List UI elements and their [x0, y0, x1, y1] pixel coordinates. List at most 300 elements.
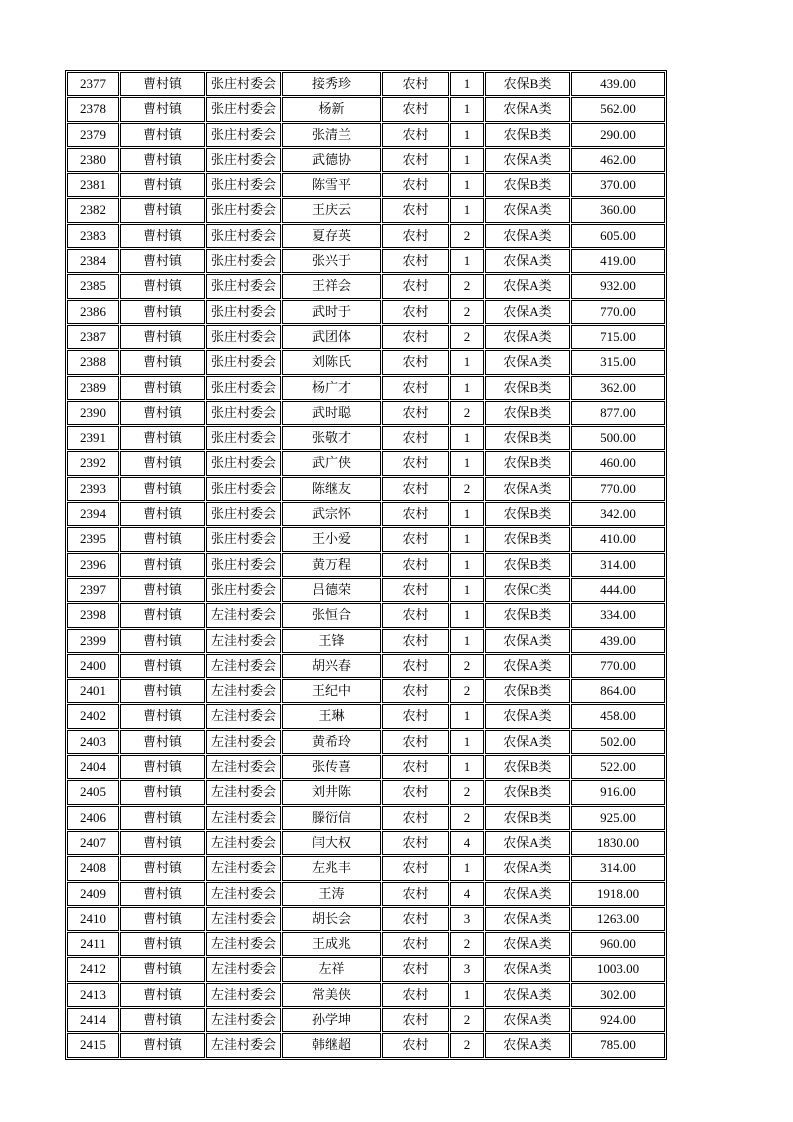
- cell-town: 曹村镇: [120, 907, 205, 931]
- cell-village: 张庄村委会: [206, 477, 281, 501]
- cell-name: 王庆云: [282, 198, 381, 222]
- cell-amount: 360.00: [571, 198, 665, 222]
- cell-count: 1: [450, 173, 484, 197]
- cell-town: 曹村镇: [120, 831, 205, 855]
- cell-seq: 2401: [67, 679, 119, 703]
- cell-village: 左洼村委会: [206, 806, 281, 830]
- cell-category: 农村: [382, 882, 449, 906]
- cell-amount: 1830.00: [571, 831, 665, 855]
- cell-category: 农村: [382, 629, 449, 653]
- cell-insurance-type: 农保A类: [485, 1008, 570, 1032]
- cell-amount: 1263.00: [571, 907, 665, 931]
- cell-insurance-type: 农保A类: [485, 730, 570, 754]
- cell-name: 王琳: [282, 704, 381, 728]
- cell-insurance-type: 农保A类: [485, 198, 570, 222]
- cell-town: 曹村镇: [120, 350, 205, 374]
- cell-name: 张兴于: [282, 249, 381, 273]
- cell-count: 1: [450, 603, 484, 627]
- cell-category: 农村: [382, 907, 449, 931]
- table-row: [67, 603, 665, 627]
- cell-village: 张庄村委会: [206, 426, 281, 450]
- cell-name: 杨广才: [282, 376, 381, 400]
- cell-amount: 302.00: [571, 983, 665, 1007]
- cell-seq: 2411: [67, 932, 119, 956]
- cell-town: 曹村镇: [120, 629, 205, 653]
- cell-insurance-type: 农保B类: [485, 123, 570, 147]
- cell-village: 张庄村委会: [206, 274, 281, 298]
- cell-seq: 2400: [67, 654, 119, 678]
- cell-seq: 2387: [67, 325, 119, 349]
- cell-name: 滕衍信: [282, 806, 381, 830]
- cell-name: 陈继友: [282, 477, 381, 501]
- cell-insurance-type: 农保A类: [485, 882, 570, 906]
- cell-seq: 2406: [67, 806, 119, 830]
- cell-seq: 2386: [67, 300, 119, 324]
- cell-count: 2: [450, 1008, 484, 1032]
- cell-insurance-type: 农保A类: [485, 907, 570, 931]
- cell-seq: 2407: [67, 831, 119, 855]
- cell-count: 2: [450, 224, 484, 248]
- cell-category: 农村: [382, 1033, 449, 1057]
- cell-count: 2: [450, 780, 484, 804]
- cell-seq: 2399: [67, 629, 119, 653]
- cell-name: 刘陈氏: [282, 350, 381, 374]
- cell-town: 曹村镇: [120, 426, 205, 450]
- cell-seq: 2404: [67, 755, 119, 779]
- cell-seq: 2410: [67, 907, 119, 931]
- cell-amount: 1918.00: [571, 882, 665, 906]
- cell-insurance-type: 农保A类: [485, 300, 570, 324]
- cell-count: 1: [450, 376, 484, 400]
- cell-count: 1: [450, 123, 484, 147]
- table-row: [67, 831, 665, 855]
- cell-category: 农村: [382, 553, 449, 577]
- cell-category: 农村: [382, 527, 449, 551]
- cell-name: 武德协: [282, 148, 381, 172]
- cell-seq: 2384: [67, 249, 119, 273]
- cell-amount: 522.00: [571, 755, 665, 779]
- cell-village: 左洼村委会: [206, 1033, 281, 1057]
- cell-town: 曹村镇: [120, 123, 205, 147]
- cell-town: 曹村镇: [120, 1008, 205, 1032]
- cell-village: 张庄村委会: [206, 249, 281, 273]
- cell-category: 农村: [382, 578, 449, 602]
- cell-insurance-type: 农保A类: [485, 654, 570, 678]
- cell-village: 张庄村委会: [206, 123, 281, 147]
- cell-town: 曹村镇: [120, 1033, 205, 1057]
- table-row: [67, 882, 665, 906]
- cell-village: 张庄村委会: [206, 578, 281, 602]
- cell-seq: 2409: [67, 882, 119, 906]
- cell-category: 农村: [382, 477, 449, 501]
- cell-category: 农村: [382, 376, 449, 400]
- cell-village: 左洼村委会: [206, 679, 281, 703]
- cell-insurance-type: 农保A类: [485, 831, 570, 855]
- cell-village: 左洼村委会: [206, 1008, 281, 1032]
- cell-village: 左洼村委会: [206, 907, 281, 931]
- cell-name: 武广侠: [282, 451, 381, 475]
- cell-name: 胡兴春: [282, 654, 381, 678]
- cell-amount: 770.00: [571, 477, 665, 501]
- cell-amount: 785.00: [571, 1033, 665, 1057]
- cell-town: 曹村镇: [120, 451, 205, 475]
- cell-count: 1: [450, 148, 484, 172]
- cell-insurance-type: 农保B类: [485, 401, 570, 425]
- cell-village: 张庄村委会: [206, 451, 281, 475]
- cell-count: 1: [450, 72, 484, 96]
- cell-insurance-type: 农保B类: [485, 376, 570, 400]
- cell-insurance-type: 农保B类: [485, 527, 570, 551]
- cell-count: 3: [450, 907, 484, 931]
- table-row: [67, 856, 665, 880]
- cell-category: 农村: [382, 97, 449, 121]
- cell-count: 1: [450, 350, 484, 374]
- cell-count: 2: [450, 679, 484, 703]
- cell-count: 1: [450, 856, 484, 880]
- cell-insurance-type: 农保A类: [485, 983, 570, 1007]
- cell-town: 曹村镇: [120, 856, 205, 880]
- cell-town: 曹村镇: [120, 527, 205, 551]
- cell-name: 韩继超: [282, 1033, 381, 1057]
- cell-town: 曹村镇: [120, 477, 205, 501]
- cell-town: 曹村镇: [120, 502, 205, 526]
- table-row: [67, 502, 665, 526]
- cell-category: 农村: [382, 401, 449, 425]
- cell-insurance-type: 农保B类: [485, 553, 570, 577]
- table-row: [67, 629, 665, 653]
- table-row: [67, 249, 665, 273]
- cell-village: 张庄村委会: [206, 198, 281, 222]
- cell-category: 农村: [382, 173, 449, 197]
- cell-count: 1: [450, 249, 484, 273]
- cell-insurance-type: 农保A类: [485, 325, 570, 349]
- cell-name: 左祥: [282, 957, 381, 981]
- cell-amount: 334.00: [571, 603, 665, 627]
- cell-insurance-type: 农保B类: [485, 603, 570, 627]
- cell-seq: 2413: [67, 983, 119, 1007]
- cell-seq: 2405: [67, 780, 119, 804]
- cell-category: 农村: [382, 730, 449, 754]
- cell-count: 1: [450, 198, 484, 222]
- cell-name: 张恒合: [282, 603, 381, 627]
- cell-category: 农村: [382, 806, 449, 830]
- table-row: [67, 350, 665, 374]
- table-row: [67, 957, 665, 981]
- cell-name: 王涛: [282, 882, 381, 906]
- cell-seq: 2377: [67, 72, 119, 96]
- cell-village: 张庄村委会: [206, 173, 281, 197]
- cell-amount: 342.00: [571, 502, 665, 526]
- table-row: [67, 527, 665, 551]
- table-row: [67, 578, 665, 602]
- table-row: [67, 907, 665, 931]
- table-row: [67, 173, 665, 197]
- cell-village: 张庄村委会: [206, 97, 281, 121]
- table-row: [67, 123, 665, 147]
- cell-amount: 877.00: [571, 401, 665, 425]
- cell-village: 左洼村委会: [206, 755, 281, 779]
- cell-amount: 410.00: [571, 527, 665, 551]
- cell-amount: 458.00: [571, 704, 665, 728]
- cell-village: 张庄村委会: [206, 350, 281, 374]
- cell-name: 刘井陈: [282, 780, 381, 804]
- table-row: [67, 806, 665, 830]
- cell-village: 张庄村委会: [206, 553, 281, 577]
- cell-name: 闫大权: [282, 831, 381, 855]
- cell-town: 曹村镇: [120, 654, 205, 678]
- cell-name: 孙学坤: [282, 1008, 381, 1032]
- cell-town: 曹村镇: [120, 72, 205, 96]
- cell-category: 农村: [382, 957, 449, 981]
- cell-name: 王成兆: [282, 932, 381, 956]
- cell-amount: 562.00: [571, 97, 665, 121]
- cell-seq: 2403: [67, 730, 119, 754]
- cell-village: 张庄村委会: [206, 300, 281, 324]
- cell-seq: 2379: [67, 123, 119, 147]
- cell-amount: 314.00: [571, 856, 665, 880]
- cell-name: 夏存英: [282, 224, 381, 248]
- cell-name: 武宗怀: [282, 502, 381, 526]
- cell-name: 吕德荣: [282, 578, 381, 602]
- cell-seq: 2382: [67, 198, 119, 222]
- cell-count: 2: [450, 654, 484, 678]
- cell-seq: 2392: [67, 451, 119, 475]
- cell-amount: 960.00: [571, 932, 665, 956]
- cell-insurance-type: 农保B类: [485, 173, 570, 197]
- cell-town: 曹村镇: [120, 957, 205, 981]
- cell-seq: 2378: [67, 97, 119, 121]
- cell-name: 王纪中: [282, 679, 381, 703]
- cell-village: 张庄村委会: [206, 72, 281, 96]
- cell-category: 农村: [382, 274, 449, 298]
- table-row: [67, 704, 665, 728]
- cell-category: 农村: [382, 932, 449, 956]
- cell-category: 农村: [382, 350, 449, 374]
- table-row: [67, 300, 665, 324]
- cell-category: 农村: [382, 831, 449, 855]
- table-row: [67, 224, 665, 248]
- cell-name: 王小爱: [282, 527, 381, 551]
- table-row: [67, 1033, 665, 1057]
- cell-insurance-type: 农保A类: [485, 224, 570, 248]
- cell-village: 左洼村委会: [206, 882, 281, 906]
- cell-name: 张敬才: [282, 426, 381, 450]
- cell-amount: 460.00: [571, 451, 665, 475]
- cell-insurance-type: 农保B类: [485, 806, 570, 830]
- cell-seq: 2398: [67, 603, 119, 627]
- cell-name: 左兆丰: [282, 856, 381, 880]
- cell-name: 武时聪: [282, 401, 381, 425]
- cell-insurance-type: 农保A类: [485, 932, 570, 956]
- table-row: [67, 553, 665, 577]
- cell-count: 2: [450, 1033, 484, 1057]
- cell-count: 1: [450, 629, 484, 653]
- cell-town: 曹村镇: [120, 224, 205, 248]
- table-row: [67, 983, 665, 1007]
- cell-category: 农村: [382, 755, 449, 779]
- cell-insurance-type: 农保B类: [485, 755, 570, 779]
- cell-insurance-type: 农保A类: [485, 856, 570, 880]
- cell-village: 左洼村委会: [206, 704, 281, 728]
- table-row: [67, 198, 665, 222]
- cell-amount: 715.00: [571, 325, 665, 349]
- cell-town: 曹村镇: [120, 376, 205, 400]
- cell-amount: 864.00: [571, 679, 665, 703]
- cell-count: 2: [450, 806, 484, 830]
- cell-amount: 925.00: [571, 806, 665, 830]
- table-row: [67, 426, 665, 450]
- cell-seq: 2393: [67, 477, 119, 501]
- cell-count: 1: [450, 983, 484, 1007]
- cell-amount: 315.00: [571, 350, 665, 374]
- table-row: [67, 72, 665, 96]
- cell-village: 张庄村委会: [206, 376, 281, 400]
- table-body: [67, 72, 665, 1058]
- cell-seq: 2402: [67, 704, 119, 728]
- cell-count: 1: [450, 97, 484, 121]
- cell-name: 黄希玲: [282, 730, 381, 754]
- cell-town: 曹村镇: [120, 198, 205, 222]
- cell-village: 左洼村委会: [206, 654, 281, 678]
- table-row: [67, 780, 665, 804]
- cell-town: 曹村镇: [120, 755, 205, 779]
- cell-insurance-type: 农保A类: [485, 350, 570, 374]
- cell-village: 左洼村委会: [206, 730, 281, 754]
- table-row: [67, 679, 665, 703]
- cell-category: 农村: [382, 148, 449, 172]
- cell-category: 农村: [382, 780, 449, 804]
- cell-count: 2: [450, 274, 484, 298]
- table-row: [67, 654, 665, 678]
- cell-amount: 439.00: [571, 72, 665, 96]
- cell-town: 曹村镇: [120, 704, 205, 728]
- cell-category: 农村: [382, 679, 449, 703]
- cell-seq: 2381: [67, 173, 119, 197]
- cell-town: 曹村镇: [120, 173, 205, 197]
- cell-count: 4: [450, 831, 484, 855]
- cell-village: 张庄村委会: [206, 527, 281, 551]
- cell-seq: 2408: [67, 856, 119, 880]
- cell-amount: 290.00: [571, 123, 665, 147]
- cell-count: 1: [450, 426, 484, 450]
- cell-category: 农村: [382, 451, 449, 475]
- cell-town: 曹村镇: [120, 249, 205, 273]
- table-row: [67, 274, 665, 298]
- cell-amount: 314.00: [571, 553, 665, 577]
- cell-count: 2: [450, 300, 484, 324]
- cell-town: 曹村镇: [120, 679, 205, 703]
- cell-village: 左洼村委会: [206, 603, 281, 627]
- cell-name: 常美侠: [282, 983, 381, 1007]
- cell-town: 曹村镇: [120, 148, 205, 172]
- cell-amount: 362.00: [571, 376, 665, 400]
- cell-seq: 2394: [67, 502, 119, 526]
- table-row: [67, 477, 665, 501]
- cell-amount: 605.00: [571, 224, 665, 248]
- cell-town: 曹村镇: [120, 730, 205, 754]
- cell-seq: 2388: [67, 350, 119, 374]
- cell-insurance-type: 农保A类: [485, 477, 570, 501]
- cell-count: 1: [450, 527, 484, 551]
- cell-seq: 2389: [67, 376, 119, 400]
- cell-category: 农村: [382, 224, 449, 248]
- cell-village: 张庄村委会: [206, 224, 281, 248]
- cell-insurance-type: 农保B类: [485, 679, 570, 703]
- cell-village: 张庄村委会: [206, 502, 281, 526]
- table-row: [67, 755, 665, 779]
- cell-town: 曹村镇: [120, 578, 205, 602]
- cell-village: 左洼村委会: [206, 831, 281, 855]
- cell-category: 农村: [382, 983, 449, 1007]
- cell-count: 2: [450, 401, 484, 425]
- cell-town: 曹村镇: [120, 325, 205, 349]
- table-row: [67, 451, 665, 475]
- cell-count: 2: [450, 477, 484, 501]
- cell-amount: 444.00: [571, 578, 665, 602]
- table-row: [67, 1008, 665, 1032]
- cell-count: 3: [450, 957, 484, 981]
- cell-town: 曹村镇: [120, 553, 205, 577]
- cell-count: 1: [450, 553, 484, 577]
- cell-category: 农村: [382, 654, 449, 678]
- cell-seq: 2383: [67, 224, 119, 248]
- cell-seq: 2395: [67, 527, 119, 551]
- cell-amount: 1003.00: [571, 957, 665, 981]
- cell-town: 曹村镇: [120, 97, 205, 121]
- cell-amount: 932.00: [571, 274, 665, 298]
- cell-category: 农村: [382, 249, 449, 273]
- cell-name: 陈雪平: [282, 173, 381, 197]
- cell-village: 张庄村委会: [206, 148, 281, 172]
- cell-count: 1: [450, 451, 484, 475]
- table-row: [67, 932, 665, 956]
- cell-amount: 439.00: [571, 629, 665, 653]
- cell-town: 曹村镇: [120, 780, 205, 804]
- cell-seq: 2385: [67, 274, 119, 298]
- cell-village: 左洼村委会: [206, 983, 281, 1007]
- cell-village: 左洼村委会: [206, 932, 281, 956]
- cell-count: 4: [450, 882, 484, 906]
- cell-insurance-type: 农保A类: [485, 1033, 570, 1057]
- cell-count: 2: [450, 932, 484, 956]
- cell-amount: 502.00: [571, 730, 665, 754]
- cell-name: 黄万程: [282, 553, 381, 577]
- cell-insurance-type: 农保B类: [485, 426, 570, 450]
- cell-town: 曹村镇: [120, 603, 205, 627]
- cell-amount: 770.00: [571, 300, 665, 324]
- cell-insurance-type: 农保A类: [485, 957, 570, 981]
- table-row: [67, 730, 665, 754]
- cell-category: 农村: [382, 198, 449, 222]
- cell-name: 武团体: [282, 325, 381, 349]
- table-row: [67, 325, 665, 349]
- records-table: [65, 70, 667, 1060]
- cell-amount: 370.00: [571, 173, 665, 197]
- cell-category: 农村: [382, 325, 449, 349]
- cell-amount: 916.00: [571, 780, 665, 804]
- cell-amount: 770.00: [571, 654, 665, 678]
- cell-village: 张庄村委会: [206, 325, 281, 349]
- cell-seq: 2391: [67, 426, 119, 450]
- cell-town: 曹村镇: [120, 932, 205, 956]
- cell-insurance-type: 农保A类: [485, 97, 570, 121]
- cell-category: 农村: [382, 502, 449, 526]
- cell-name: 武时于: [282, 300, 381, 324]
- cell-insurance-type: 农保B类: [485, 502, 570, 526]
- cell-category: 农村: [382, 603, 449, 627]
- cell-town: 曹村镇: [120, 983, 205, 1007]
- cell-seq: 2415: [67, 1033, 119, 1057]
